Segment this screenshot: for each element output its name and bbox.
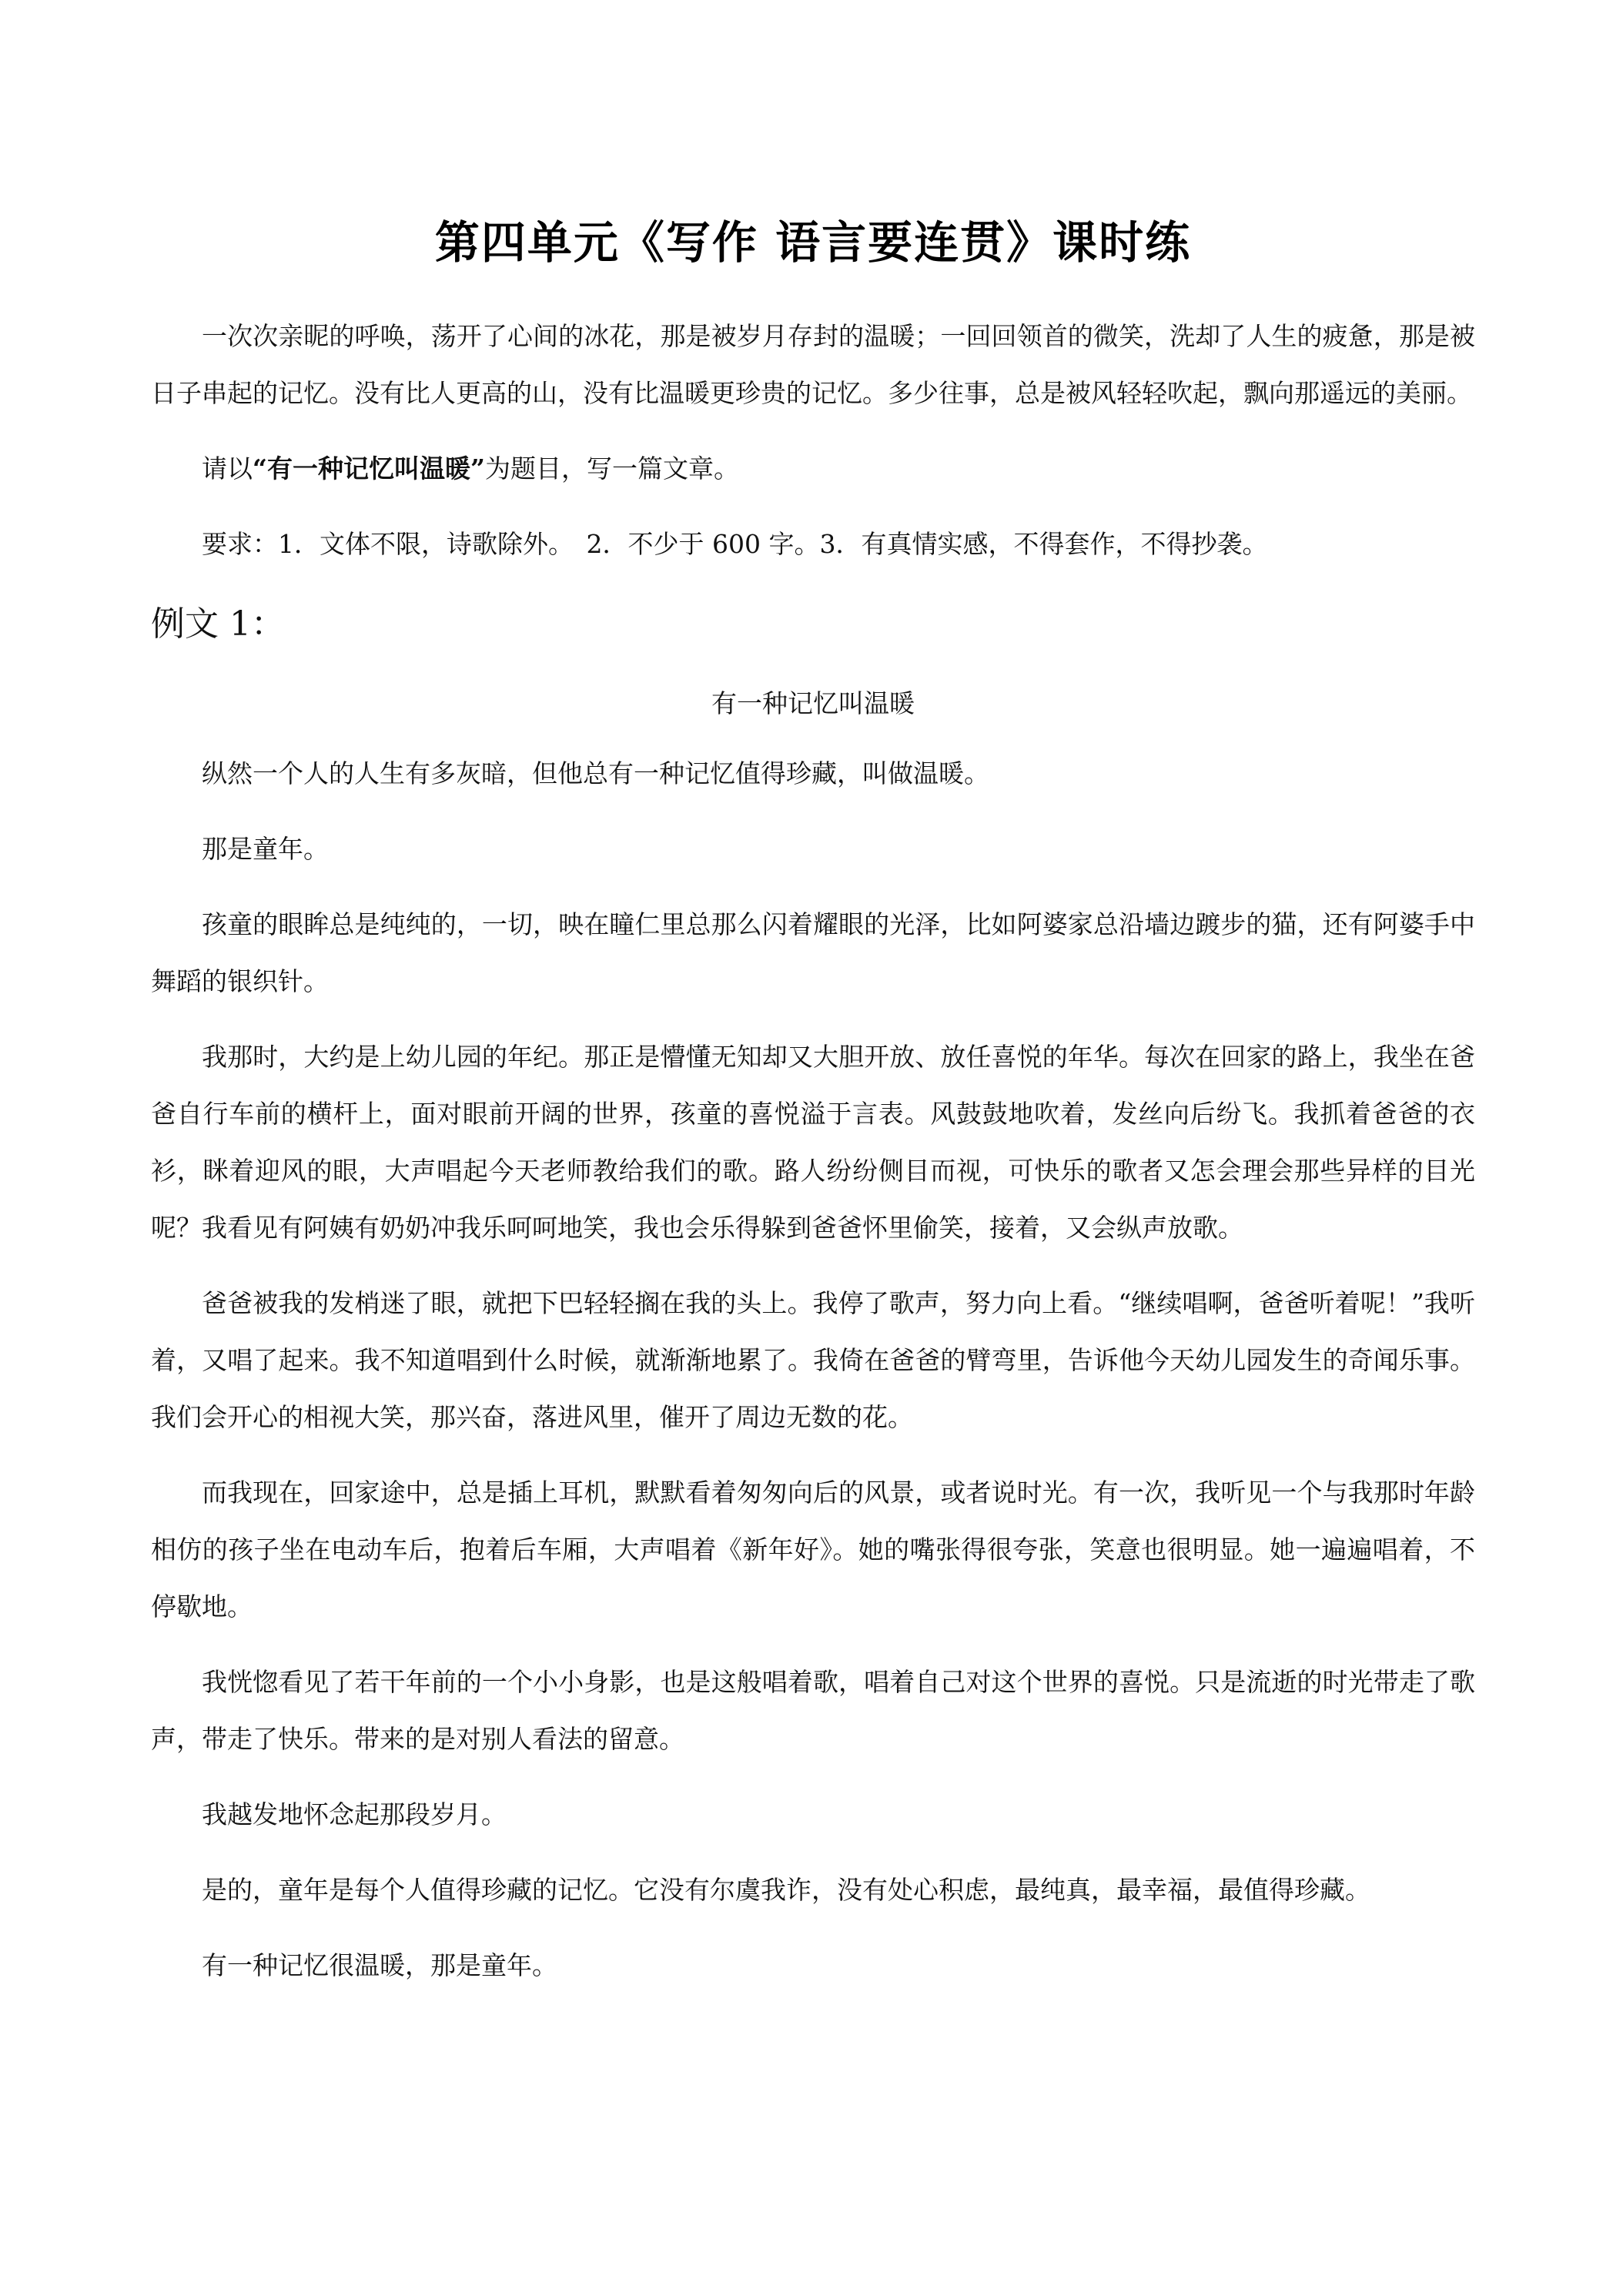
essay-paragraph: 那是童年。	[202, 834, 329, 864]
requirements: 要求：1．文体不限，诗歌除外。 2．不少于 600 字。3．有真情实感，不得套作，不得抄袭。	[202, 529, 1268, 559]
essay-paragraph: 是的，童年是每个人值得珍藏的记忆。它没有尔虞我诈，没有处心积虑，最纯真，最幸福，最值得珍藏。	[202, 1875, 1370, 1905]
essay-title: 有一种记忆叫温暖	[711, 688, 915, 718]
example-label: 例文 1：	[151, 604, 285, 644]
essay-body	[151, 745, 1475, 1994]
essay-paragraph: 我恍惚看见了若干年前的一个小小身影，也是这般唱着歌，唱着自己对这个世界的喜悦。只是流逝的时光带走了歌声，带走了快乐。带来的是对别人看法的留意。	[151, 1667, 1475, 1754]
prompt-topic: “有一种记忆叫温暖”	[253, 454, 485, 484]
writing-prompt	[151, 440, 1475, 497]
essay-paragraph: 爸爸被我的发梢迷了眼，就把下巴轻轻搁在我的头上。我停了歌声，努力向上看。“继续唱啊，爸爸听着呢！”我听着，又唱了起来。我不知道唱到什么时候，就渐渐地累了。我倚在爸爸的臂弯里，告诉他今天幼儿园发生的奇闻乐事。我们会开心的相视大笑，那兴奋，落进风里，催开了周边无数的花。	[151, 1288, 1475, 1432]
page-title: 第四单元《写作 语言要连贯》课时练	[434, 216, 1192, 269]
essay-paragraph: 而我现在，回家途中，总是插上耳机，默默看着匆匆向后的风景，或者说时光。有一次，我听见一个与我那时年龄相仿的孩子坐在电动车后，抱着后车厢，大声唱着《新年好》。她的嘴张得很夸张，笑意也很明显。她一遍遍唱着，不停歇地。	[151, 1478, 1475, 1622]
essay-paragraph: 我越发地怀念起那段岁月。	[202, 1799, 507, 1829]
essay-paragraph: 我那时，大约是上幼儿园的年纪。那正是懵懂无知却又大胆开放、放任喜悦的年华。每次在回家的路上，我坐在爸爸自行车前的横杆上，面对眼前开阔的世界，孩童的喜悦溢于言表。风鼓鼓地吹着，发丝向后纷飞。我抓着爸爸的衣衫，眯着迎风的眼，大声唱起今天老师教给我们的歌。路人纷纷侧目而视，可快乐的歌者又怎会理会那些异样的目光呢？我看见有阿姨有奶奶冲我乐呵呵地笑，我也会乐得躲到爸爸怀里偷笑，接着，又会纵声放歌。	[151, 1042, 1475, 1243]
intro-paragraph: 一次次亲昵的呼唤，荡开了心间的冰花，那是被岁月存封的温暖；一回回领首的微笑，洗却了人生的疲惫，那是被日子串起的记忆。没有比人更高的山，没有比温暖更珍贵的记忆。多少往事，总是被风轻轻吹起，飘向那遥远的美丽。	[151, 321, 1475, 408]
essay-paragraph: 有一种记忆很温暖，那是童年。	[202, 1950, 557, 1980]
essay-paragraph: 孩童的眼眸总是纯纯的，一切，映在瞳仁里总那么闪着耀眼的光泽，比如阿婆家总沿墙边踱步的猫，还有阿婆手中舞蹈的银织针。	[151, 909, 1475, 996]
prompt-tail: 为题目，写一篇文章。	[484, 454, 739, 484]
essay-paragraph: 纵然一个人的人生有多灰暗，但他总有一种记忆值得珍藏，叫做温暖。	[202, 758, 989, 788]
prompt-lead: 请以	[202, 454, 253, 484]
document-content	[151, 208, 1475, 2013]
